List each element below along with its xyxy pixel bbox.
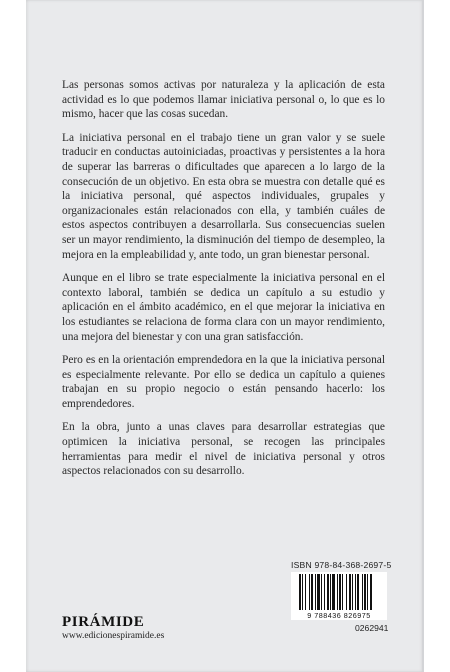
barcode-bar — [355, 574, 356, 610]
blurb-paragraph-2: La iniciativa personal en el trabajo tiene un gran valor y se suele traducir en conductas autoiniciadas, proactivas y persistentes a la hora de superar las barreras o dificultades que aparecen a lo largo de la consecución de un objetivo. En esta obra se muestra con detalle qué es la iniciativa personal, qué aspectos individuales, grupales y organizacionales están relacionados con ella, y también cuáles de estos aspectos contribuyen a desarrollarla. Sus consecuencias suelen ser un mayor rendimiento, la disminución del tiempo de desempleo, la mejora en la empleabilidad y, ante todo, un gran bienestar personal. — [62, 131, 385, 261]
barcode-bar — [317, 574, 320, 610]
barcode-bar — [324, 574, 325, 610]
blurb-paragraph-1: Las personas somos activas por naturaleza y la aplicación de esta actividad es lo que podemos llamar iniciativa personal o, lo que es lo mismo, hacer que las cosas sucedan. — [62, 79, 385, 121]
barcode-bar — [346, 574, 347, 610]
barcode-bar — [362, 574, 363, 610]
barcode-bar — [315, 574, 316, 610]
blurb-paragraph-4: Pero es en la orientación emprendedora en la que la iniciativa personal es especialmente relevante. Por ello se dedica un capítulo a quienes trabajan en su propio negocio o están pensando hacerlo: los emprendedores. — [62, 354, 385, 410]
barcode-bar — [332, 574, 335, 610]
barcode-bar — [370, 574, 372, 610]
barcode-bar — [305, 574, 306, 610]
cover-edge — [422, 0, 424, 672]
barcode-bar — [309, 574, 310, 610]
product-code: 0262941 — [355, 623, 389, 633]
barcode-bar — [342, 574, 343, 610]
blurb-paragraph-3: Aunque en el libro se trate especialmente la iniciativa personal en el contexto laboral, también se dedica un capítulo a su estudio y aplicación en el ámbito académico, en el que mejorar la iniciativa en los estudiantes se relaciona de forma clara con un mayor rendimiento, una mejora del bienestar y con una gran satisfacción. — [62, 272, 385, 343]
barcode-bar — [337, 574, 338, 610]
barcode-digits: 9 788436 826975 — [307, 611, 371, 620]
publisher-logo: PIRÁMIDE — [62, 614, 145, 630]
barcode-bar — [302, 574, 303, 610]
barcode-bar — [327, 574, 329, 610]
isbn-label: ISBN 978-84-368-2697-5 — [291, 560, 392, 570]
barcode-bar — [299, 574, 301, 610]
barcode-bar — [367, 574, 368, 610]
barcode-bar — [352, 574, 353, 610]
barcode-bar — [357, 574, 359, 610]
barcode-bar — [349, 574, 351, 610]
blurb-text — [62, 78, 385, 488]
barcode-bar — [321, 574, 322, 610]
barcode-bar — [330, 574, 331, 610]
barcode-bar — [339, 574, 341, 610]
publisher-url: www.edicionespiramide.es — [62, 631, 165, 641]
barcode-bar — [311, 574, 313, 610]
barcode-bars — [299, 574, 379, 611]
blurb-paragraph-5: En la obra, junto a unas claves para desarrollar estrategias que optimicen la iniciativa personal, se recogen las principales herramientas para medir el nivel de iniciativa personal y otros aspectos relacionados con su desarrollo. — [62, 421, 385, 478]
barcode — [291, 572, 387, 620]
barcode-bar — [364, 574, 366, 610]
